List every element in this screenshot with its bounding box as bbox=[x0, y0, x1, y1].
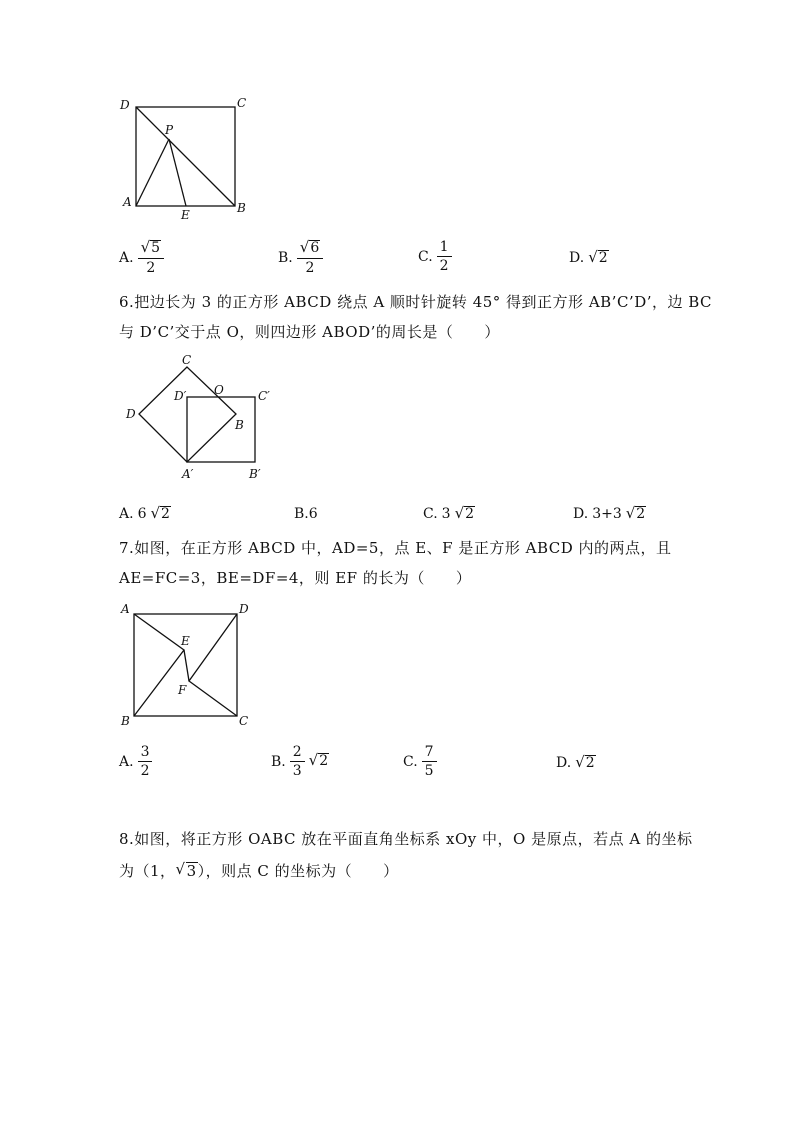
fraction: √ 5 2 bbox=[138, 240, 164, 275]
label-c-prime: C′ bbox=[258, 389, 270, 403]
label-e: E bbox=[181, 208, 190, 222]
q7-text-line2: AE=FC=3，BE=DF=4，则 EF 的长为（ ） bbox=[119, 569, 472, 587]
q8-text-line1: 8.如图，将正方形 OABC 放在平面直角坐标系 xOy 中，O 是原点，若点 A 的坐标 bbox=[119, 830, 693, 848]
option-letter: D. bbox=[556, 755, 572, 772]
q5-option-c[interactable] bbox=[418, 240, 452, 273]
radical: √ 2 bbox=[308, 751, 329, 770]
q6-option-d[interactable]: D. 3+3 √ 2 bbox=[573, 504, 646, 523]
figure-square-abcd-p-e bbox=[115, 92, 255, 224]
option-letter: D. bbox=[569, 250, 585, 267]
segments-ae-eb bbox=[134, 614, 184, 716]
q7-text-line1: 7.如图，在正方形 ABCD 中，AD=5，点 E、F 是正方形 ABCD 内的两点，且 bbox=[119, 539, 672, 557]
label-a-prime: A′ bbox=[182, 467, 194, 481]
q6-option-a[interactable]: A. 6 √ 2 bbox=[119, 504, 170, 523]
q6-option-b[interactable] bbox=[294, 506, 318, 522]
q5-option-a[interactable] bbox=[119, 240, 164, 275]
label-b: B bbox=[237, 201, 246, 215]
label-c: C bbox=[237, 96, 247, 110]
q8-text-line2: 为（1， √ 3 ），则点 C 的坐标为（ ） bbox=[119, 859, 399, 880]
figure-square-with-inner-points bbox=[115, 598, 260, 730]
q7-option-a[interactable] bbox=[119, 745, 152, 778]
radical: √ 2 bbox=[150, 504, 170, 522]
label-b-prime: B′ bbox=[249, 467, 261, 481]
q7-option-b[interactable] bbox=[271, 745, 329, 778]
radical: √ 2 bbox=[575, 753, 595, 771]
label-d: D bbox=[126, 407, 136, 421]
label-p: P bbox=[165, 123, 174, 137]
option-letter: C. bbox=[403, 753, 418, 770]
label-a: A bbox=[123, 195, 132, 209]
segments-df-fc bbox=[189, 614, 237, 716]
q7-option-d[interactable] bbox=[556, 755, 596, 771]
q6-text-line1: 6.把边长为 3 的正方形 ABCD 绕点 A 顺时针旋转 45° 得到正方形 AB’C’D’，边 BC bbox=[119, 293, 713, 311]
q5-option-d[interactable] bbox=[569, 250, 609, 266]
option-letter: D. bbox=[573, 506, 589, 523]
option-letter: C. bbox=[418, 248, 433, 265]
label-d: D bbox=[239, 602, 249, 616]
square-outline bbox=[134, 614, 237, 716]
segment-ap bbox=[136, 139, 169, 206]
radical: √ 2 bbox=[625, 504, 646, 522]
fraction: √ 6 2 bbox=[297, 240, 323, 275]
q6-text-line2: 与 D’C’交于点 O，则四边形 ABOD’的周长是（ ） bbox=[119, 323, 500, 341]
fraction: $\frac{3}{2}$ bbox=[138, 745, 153, 778]
label-a: A bbox=[121, 602, 130, 616]
fraction: $\frac{1}{2}$ bbox=[437, 240, 452, 273]
radical: √ 2 bbox=[454, 504, 475, 522]
fraction: $\frac{7}{5}$ bbox=[422, 745, 437, 778]
q6-option-c[interactable]: C. 3 √ 2 bbox=[423, 504, 475, 523]
label-o: O bbox=[214, 383, 224, 397]
option-letter: B. bbox=[278, 249, 293, 266]
radical: √ 3 bbox=[175, 859, 197, 880]
label-b: B bbox=[121, 714, 130, 728]
q7-option-c[interactable] bbox=[403, 745, 437, 778]
label-e: E bbox=[181, 634, 190, 648]
radical: √ 2 bbox=[588, 248, 608, 266]
label-c: C bbox=[239, 714, 249, 728]
label-d-prime: D′ bbox=[174, 389, 187, 403]
option-letter: C. bbox=[423, 506, 438, 523]
label-b: B bbox=[235, 418, 244, 432]
option-letter: A. bbox=[119, 506, 134, 523]
label-f: F bbox=[178, 683, 187, 697]
option-letter: B. bbox=[271, 753, 286, 770]
label-d: D bbox=[120, 98, 130, 112]
figure-rotated-squares bbox=[118, 350, 278, 485]
fraction: $\frac{2}{3}$ bbox=[290, 745, 305, 778]
option-text: B.6 bbox=[294, 506, 318, 522]
label-c: C bbox=[182, 353, 192, 367]
q5-option-b[interactable] bbox=[278, 240, 323, 275]
segment-ef bbox=[184, 650, 189, 681]
option-letter: A. bbox=[119, 249, 134, 266]
option-letter: A. bbox=[119, 753, 134, 770]
diagonal-db bbox=[136, 107, 235, 206]
